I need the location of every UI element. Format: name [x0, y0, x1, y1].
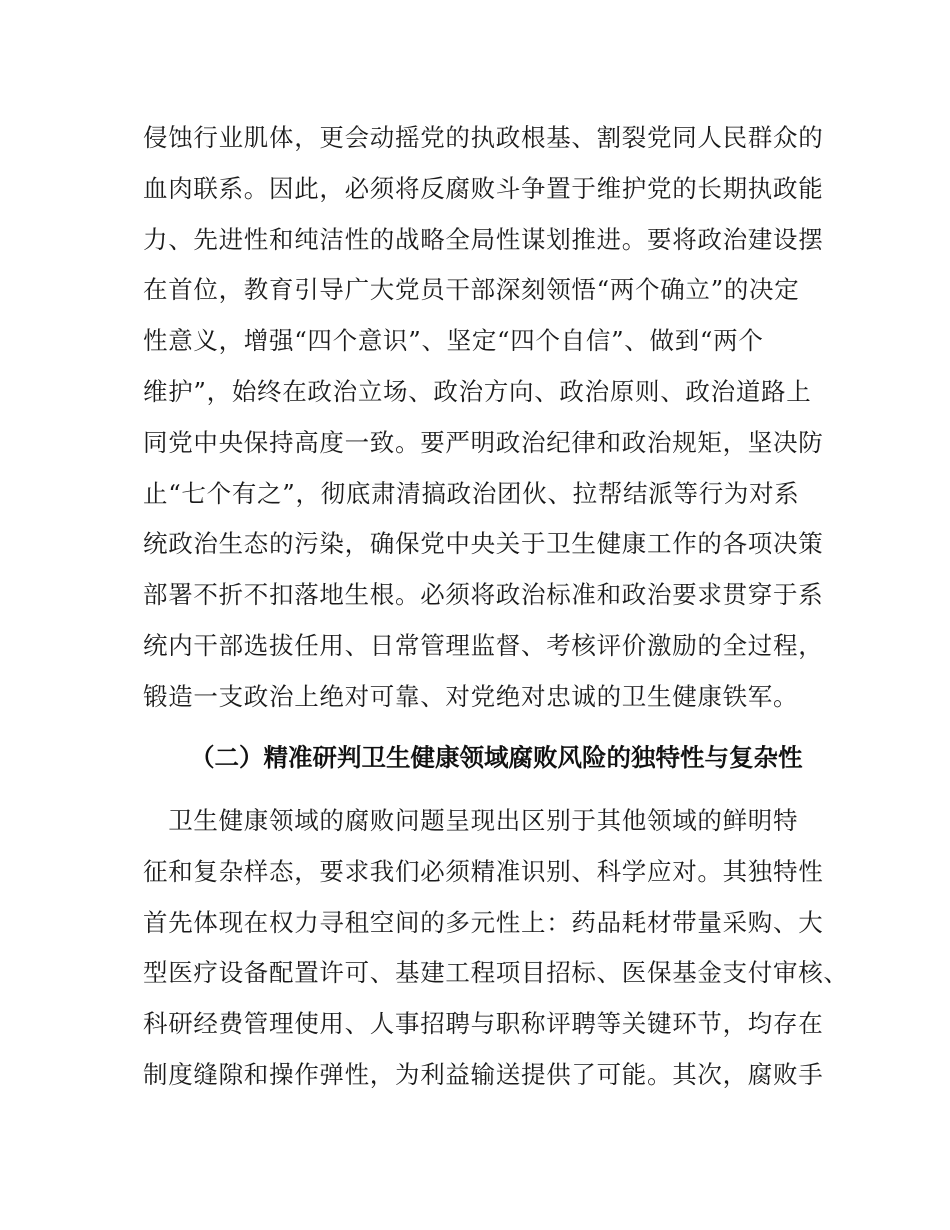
- text-line: 止“七个有之”，彻底肃清搞政治团伙、拉帮结派等行为对系: [143, 478, 800, 508]
- text-line: 性意义，增强“四个意识”、坚定“四个自信”、做到“两个: [143, 326, 764, 356]
- text-line: 血肉联系。因此，必须将反腐败斗争置于维护党的长期执政能: [143, 173, 824, 203]
- text-line: 首先体现在权力寻租空间的多元性上：药品耗材带量采购、大: [143, 907, 824, 937]
- text-line: 锻造一支政治上绝对可靠、对党绝对忠诚的卫生健康铁军。: [143, 681, 799, 711]
- text-line: 同党中央保持高度一致。要严明政治纪律和政治规矩，坚决防: [143, 427, 824, 457]
- text-line: 征和复杂样态，要求我们必须精准识别、科学应对。其独特性: [143, 856, 824, 886]
- body-paragraph-1: [143, 113, 823, 723]
- text-line: 型医疗设备配置许可、基建工程项目招标、医保基金支付审核、: [143, 958, 849, 988]
- section-heading: （二）精准研判卫生健康领域腐败风险的独特性与复杂性: [190, 743, 803, 772]
- text-line: 侵蚀行业肌体，更会动摇党的执政根基、割裂党同人民群众的: [143, 123, 824, 152]
- text-line: 力、先进性和纯洁性的战略全局性谋划推进。要将政治建设摆: [143, 224, 824, 254]
- text-line: 科研经费管理使用、人事招聘与职称评聘等关键环节，均存在: [143, 1009, 824, 1039]
- text-line: 卫生健康领域的腐败问题呈现出区别于其他领域的鲜明特: [143, 806, 799, 835]
- text-line: 制度缝隙和操作弹性，为利益输送提供了可能。其次，腐败手: [143, 1059, 824, 1089]
- text-line: 在首位，教育引导广大党员干部深刻领悟“两个确立”的决定: [143, 275, 800, 305]
- text-line: 统政治生态的污染，确保党中央关于卫生健康工作的各项决策: [143, 529, 824, 559]
- text-line: 维护”，始终在政治立场、政治方向、政治原则、政治道路上: [143, 376, 812, 406]
- text-line: 统内干部选拔任用、日常管理监督、考核评价激励的全过程，: [143, 630, 824, 660]
- text-line: 部署不折不扣落地生根。必须将政治标准和政治要求贯穿于系: [143, 580, 824, 610]
- body-paragraph-2: [143, 796, 849, 1101]
